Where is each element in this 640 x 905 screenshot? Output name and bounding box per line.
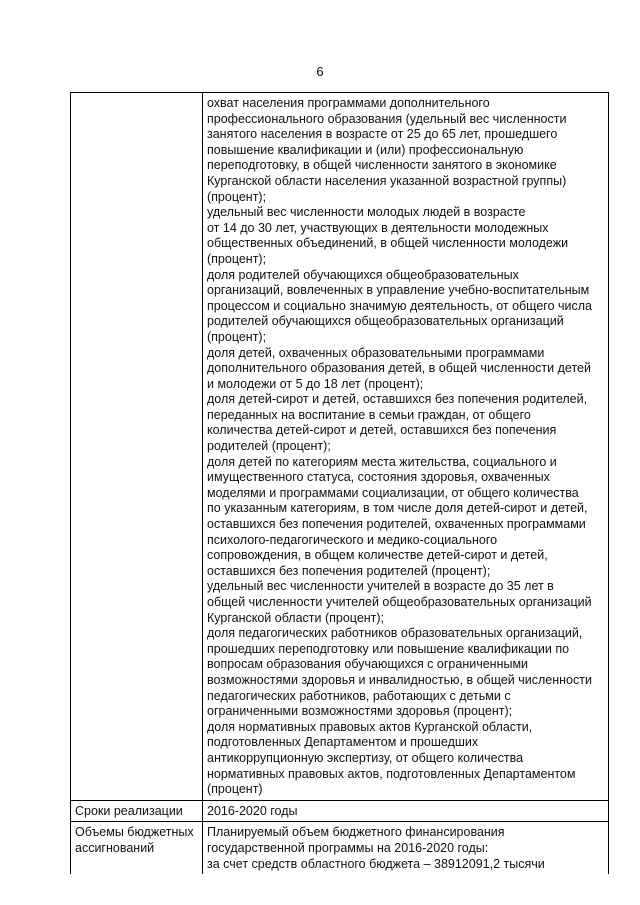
indicator-text-line: общественных объединений, в общей численности молодежи: [207, 236, 569, 251]
budget-value-line: Планируемый объем бюджетного финансирования: [207, 825, 505, 840]
indicator-text-line: Курганской области (процент);: [207, 610, 385, 625]
table-row: [71, 93, 609, 801]
indicator-text-line: общей численности учителей общеобразовательных организаций: [207, 595, 592, 609]
indicator-text-line: подготовленных Департаментом и прошедших: [207, 735, 479, 750]
indicator-text-line: удельный вес численности учителей в возрасте до 35 лет в: [207, 579, 554, 594]
indicator-text-line: оставшихся без попечения родителей, охваченных программами: [207, 517, 586, 532]
indicator-text-line: профессионального образования (удельный вес численности: [207, 111, 567, 126]
indicator-text-line: доля детей, охваченных образовательными программами: [207, 345, 545, 360]
budget-value: [203, 822, 609, 874]
indicator-text-line: родителей обучающихся общеобразовательных организаций: [207, 314, 564, 329]
budget-label: [71, 822, 203, 874]
indicator-text-line: доля нормативных правовых актов Курганской области,: [207, 719, 533, 734]
indicator-text-line: нормативных правовых актов, подготовленных Департаментом: [207, 766, 576, 781]
indicator-text-line: и молодежи от 5 до 18 лет (процент);: [207, 376, 424, 391]
indicator-text-line: процессом и социально значимую деятельность, от общего числа: [207, 298, 592, 313]
page-number: 6: [316, 64, 324, 79]
table-row: [71, 800, 609, 822]
table-row: [71, 822, 609, 874]
table-cell-empty: [71, 93, 203, 801]
indicator-text-line: прошедших переподготовку или повышение квалификации по: [207, 641, 570, 656]
indicator-text-line: психолого-педагогического и медико-социального: [207, 532, 498, 547]
indicator-text-line: оставшихся без попечения родителей (процент);: [207, 563, 491, 578]
indicators-cell: [203, 93, 609, 801]
budget-value-line: за счет средств областного бюджета – 38912091,2 тысячи: [207, 856, 545, 871]
indicator-text-line: антикоррупционную экспертизу, от общего количества: [207, 750, 524, 765]
indicator-text-line: количества детей-сирот и детей, оставшихся без попечения: [207, 423, 557, 438]
indicator-text-line: организаций, вовлеченных в управление учебно-воспитательным: [207, 283, 590, 298]
indicator-text-line: переподготовку, в общей численности занятого в экономике: [207, 158, 557, 173]
indicator-text-line: (процент);: [207, 251, 267, 266]
indicator-text-line: сопровождения, в общем количестве детей-сирот и детей,: [207, 548, 548, 563]
indicator-text-line: занятого населения в возрасте от 25 до 65 лет, прошедшего: [207, 127, 558, 142]
indicator-text-line: Курганской области населения указанной возрастной группы): [207, 173, 567, 188]
indicator-text-line: (процент): [207, 782, 263, 797]
indicator-text-line: родителей (процент);: [207, 439, 331, 454]
indicator-text-line: возможностями здоровья и инвалидностью, в общей численности: [207, 672, 592, 687]
indicator-text-line: имущественного статуса, состояния здоровья, охваченных: [207, 470, 550, 485]
indicator-text-line: педагогических работников, работающих с детьми с: [207, 688, 511, 703]
budget-label-line: ассигнований: [75, 840, 155, 855]
indicator-text-line: от 14 до 30 лет, участвующих в деятельности молодежных: [207, 220, 549, 235]
indicator-text-line: удельный вес численности молодых людей в возрасте: [207, 205, 526, 220]
indicator-text-line: доля детей-сирот и детей, оставшихся без попечения родителей,: [207, 392, 588, 407]
indicator-text-line: доля детей по категориям места жительства, социального и: [207, 454, 557, 469]
indicator-text-line: повышение квалификации и (или) профессиональную: [207, 142, 524, 157]
budget-label-line: Объемы бюджетных: [75, 825, 194, 840]
indicator-text-line: дополнительного образования детей, в общей численности детей: [207, 361, 591, 376]
indicator-text-line: доля родителей обучающихся общеобразовательных: [207, 267, 519, 282]
indicator-text-line: переданных на воспитание в семьи граждан, от общего: [207, 407, 531, 422]
term-label: Сроки реализации: [71, 800, 203, 822]
program-passport-table: [70, 92, 609, 874]
indicator-text-line: охват населения программами дополнительного: [207, 96, 490, 110]
indicator-text-line: доля педагогических работников образовательных организаций,: [207, 626, 583, 641]
indicator-text-line: ограниченными возможностями здоровья (процент);: [207, 704, 513, 719]
indicator-text-line: вопросам образования обучающихся с ограниченными: [207, 657, 529, 672]
term-value: 2016-2020 годы: [203, 800, 609, 822]
indicator-text-line: по указанным категориям, в том числе доля детей-сирот и детей,: [207, 501, 588, 516]
budget-value-line: государственной программы на 2016-2020 годы:: [207, 840, 489, 855]
indicator-text-line: (процент);: [207, 329, 267, 344]
indicator-text-line: моделями и программами социализации, от общего количества: [207, 485, 579, 500]
indicator-text-line: (процент);: [207, 189, 267, 204]
